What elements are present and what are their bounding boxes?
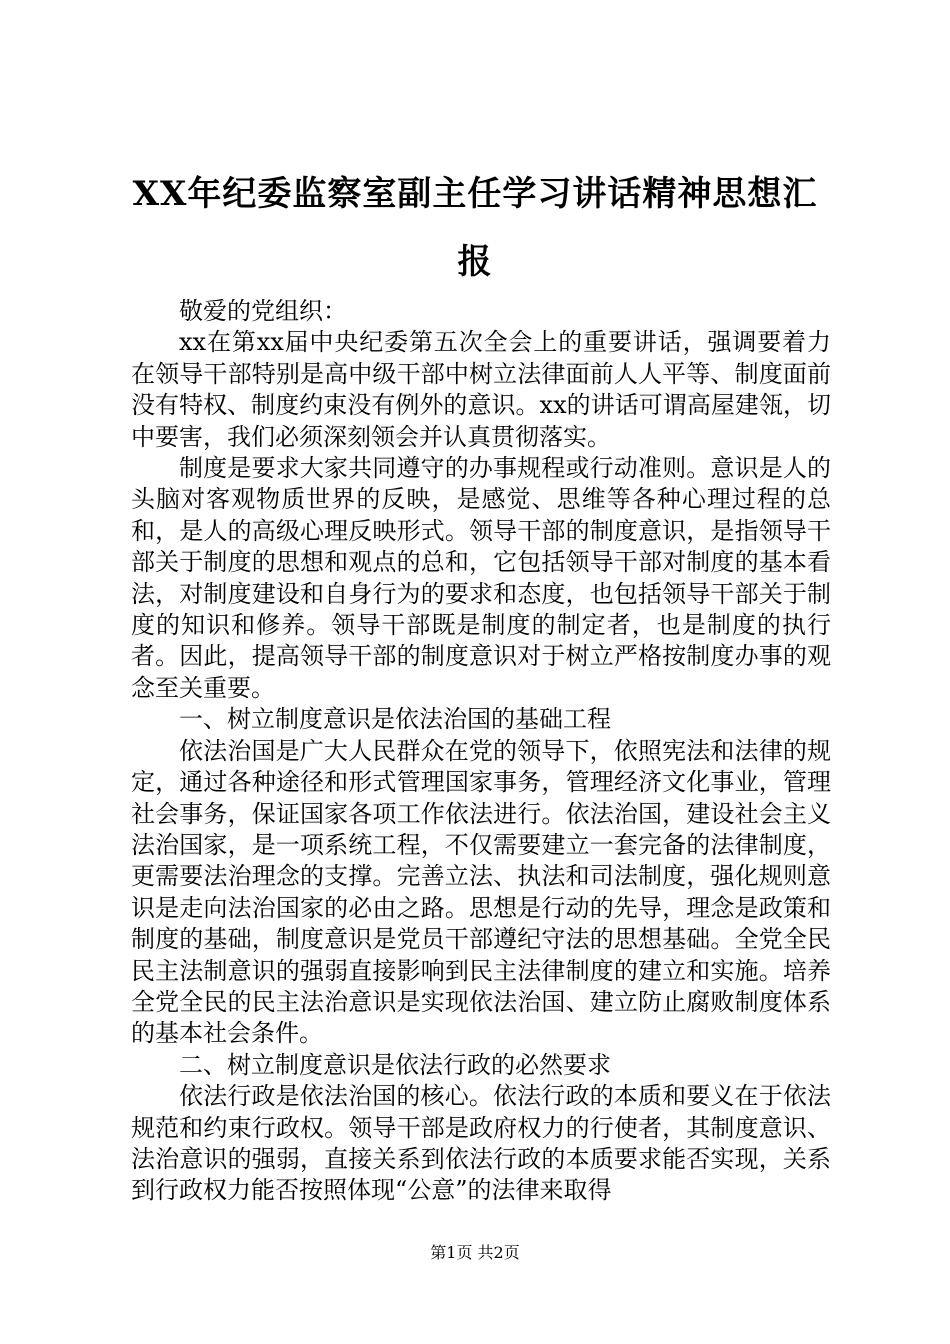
paragraph: 制度是要求大家共同遵守的办事规程或行动准则。意识是人的头脑对客观物质世界的反映，是感觉、思维等各种心理过程的总和，是人的高级心理反映形式。领导干部的制度意识，是指领导干部关于制度的思想和观点的总和，它包括领导干部对制度的基本看法，对制度建设和自身行为的要求和态度，也包括领导干部关于制度的知识和修养。领导干部既是制度的制定者，也是制度的执行者。因此，提高领导干部的制度意识对于树立严格按制度办事的观念至关重要。 <box>131 454 831 702</box>
document-title: XX年纪委监察室副主任学习讲话精神思想汇报 <box>132 174 818 282</box>
paragraph: xx在第xx届中央纪委第五次全会上的重要讲话，强调要着力在领导干部特别是高中级干部中树立法律面前人人平等、制度面前没有特权、制度约束没有例外的意识。xx的讲话可谓高屋建瓴，切中要害，我们必须深刻领会并认真贯彻落实。 <box>131 328 831 451</box>
greeting: 敬爱的党组织： <box>179 297 347 325</box>
section-heading: 一、树立制度意识是依法治国的基础工程 <box>179 705 611 734</box>
paragraph: 依法行政是依法治国的核心。依法行政的本质和要义在于依法规范和约束行政权。领导干部是政府权力的行使者，其制度意识、法治意识的强弱，直接关系到依法行政的本质要求能否实现，关系到行政权力能否按照体现“公意”的法律来取得 <box>131 1082 831 1205</box>
section-heading: 二、树立制度意识是依法行政的必然要求 <box>179 1050 611 1079</box>
page-footer: 第1页 共2页 <box>430 1243 520 1262</box>
document-body <box>131 296 831 1207</box>
paragraph: 依法治国是广大人民群众在党的领导下，依照宪法和法律的规定，通过各种途径和形式管理国家事务，管理经济文化事业，管理社会事务，保证国家各项工作依法进行。依法治国，建设社会主义法治国家，是一项系统工程，不仅需要建立一套完备的法律制度，更需要法治理念的支撑。完善立法、执法和司法制度，强化规则意识是走向法治国家的必由之路。思想是行动的先导，理念是政策和制度的基础，制度意识是党员干部遵纪守法的思想基础。全党全民民主法制意识的强弱直接影响到民主法律制度的建立和实施。培养全党全民的民主法治意识是实现依法治国、建立防止腐败制度体系的基本社会条件。 <box>131 736 831 1048</box>
